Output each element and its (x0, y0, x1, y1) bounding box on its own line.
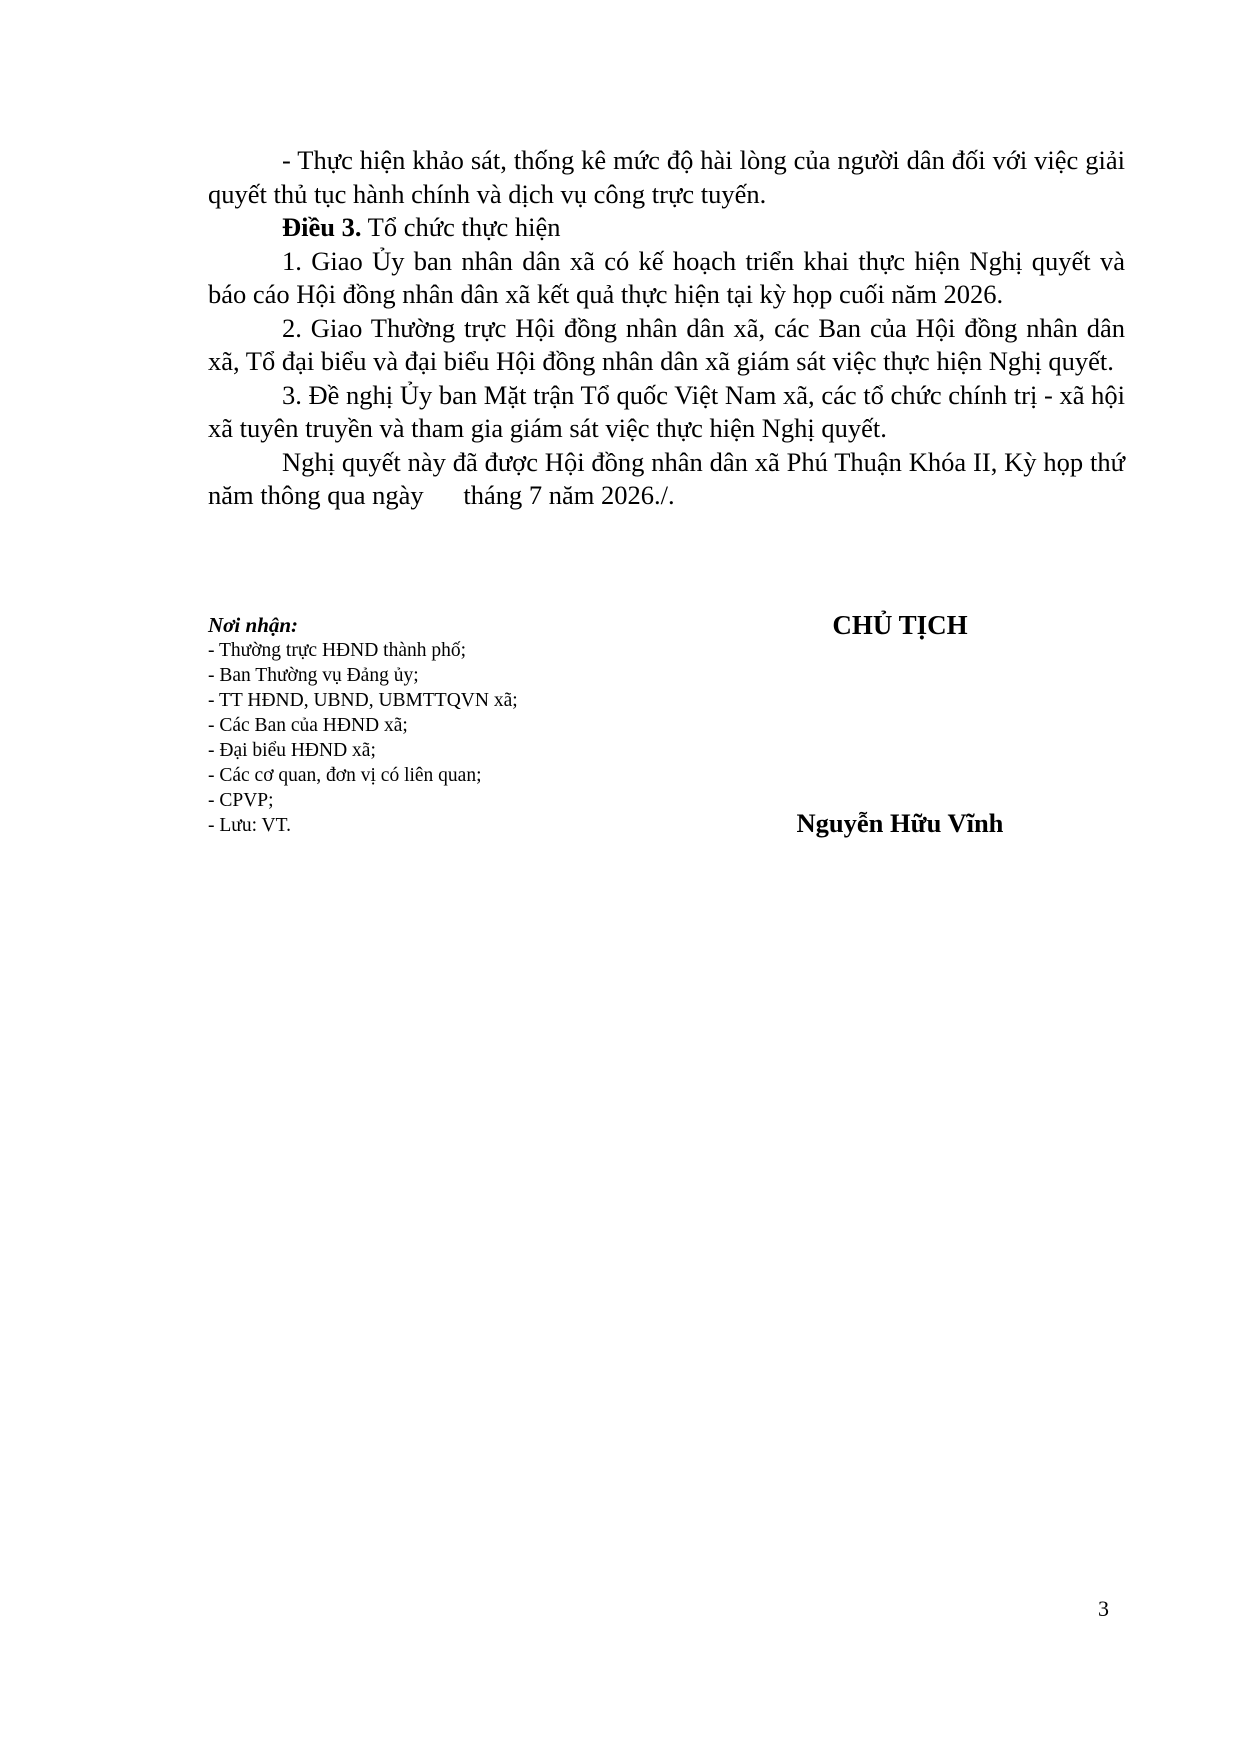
list-item: - Các cơ quan, đơn vị có liên quan; (208, 765, 482, 786)
list-item: - TT HĐND, UBND, UBMTTQVN xã; (208, 690, 518, 711)
list-item: - Các Ban của HĐND xã; (208, 715, 408, 736)
article-title: Tổ chức thực hiện (361, 212, 561, 242)
recipients-list (208, 638, 728, 838)
paragraph-survey: - Thực hiện khảo sát, thống kê mức độ hài lòng của người dân đối với việc giải quyết thủ tục hành chính và dịch vụ công trực tuyến. (208, 145, 1125, 209)
signature-name: Nguyễn Hữu Vĩnh (796, 808, 1004, 838)
paragraph-closing: Nghị quyết này đã được Hội đồng nhân dân xã Phú Thuận Khóa II, Kỳ họp thứ năm thông qua ngày tháng 7 năm 2026./. (208, 446, 1132, 510)
article-label: Điều 3. (282, 212, 362, 242)
list-item: - Đại biểu HĐND xã; (208, 740, 376, 761)
signature-title: CHỦ TỊCH (832, 610, 968, 640)
paragraph-item-1: 1. Giao Ủy ban nhân dân xã có kế hoạch triển khai thực hiện Nghị quyết và báo cáo Hội đồng nhân dân xã kết quả thực hiện tại kỳ họp cuối năm 2026. (208, 245, 1125, 309)
list-item: - Ban Thường vụ Đảng ủy; (208, 665, 419, 686)
page-number: 3 (1098, 1596, 1109, 1621)
recipients-block (208, 613, 728, 838)
paragraph-item-3: 3. Đề nghị Ủy ban Mặt trận Tổ quốc Việt Nam xã, các tổ chức chính trị - xã hội xã tuyên truyền và tham gia giám sát việc thực hiện Nghị quyết. (208, 379, 1125, 443)
article-3-heading (208, 211, 1125, 245)
paragraph-item-2: 2. Giao Thường trực Hội đồng nhân dân xã, các Ban của Hội đồng nhân dân xã, Tổ đại biểu và đại biểu Hội đồng nhân dân xã giám sát việc thực hiện Nghị quyết. (208, 312, 1125, 376)
list-item: - CPVP; (208, 790, 274, 811)
resolution-body (208, 144, 1132, 513)
list-item: - Thường trực HĐND thành phố; (208, 640, 467, 661)
recipients-title: Nơi nhận: (208, 613, 299, 637)
list-item: - Lưu: VT. (208, 815, 291, 836)
